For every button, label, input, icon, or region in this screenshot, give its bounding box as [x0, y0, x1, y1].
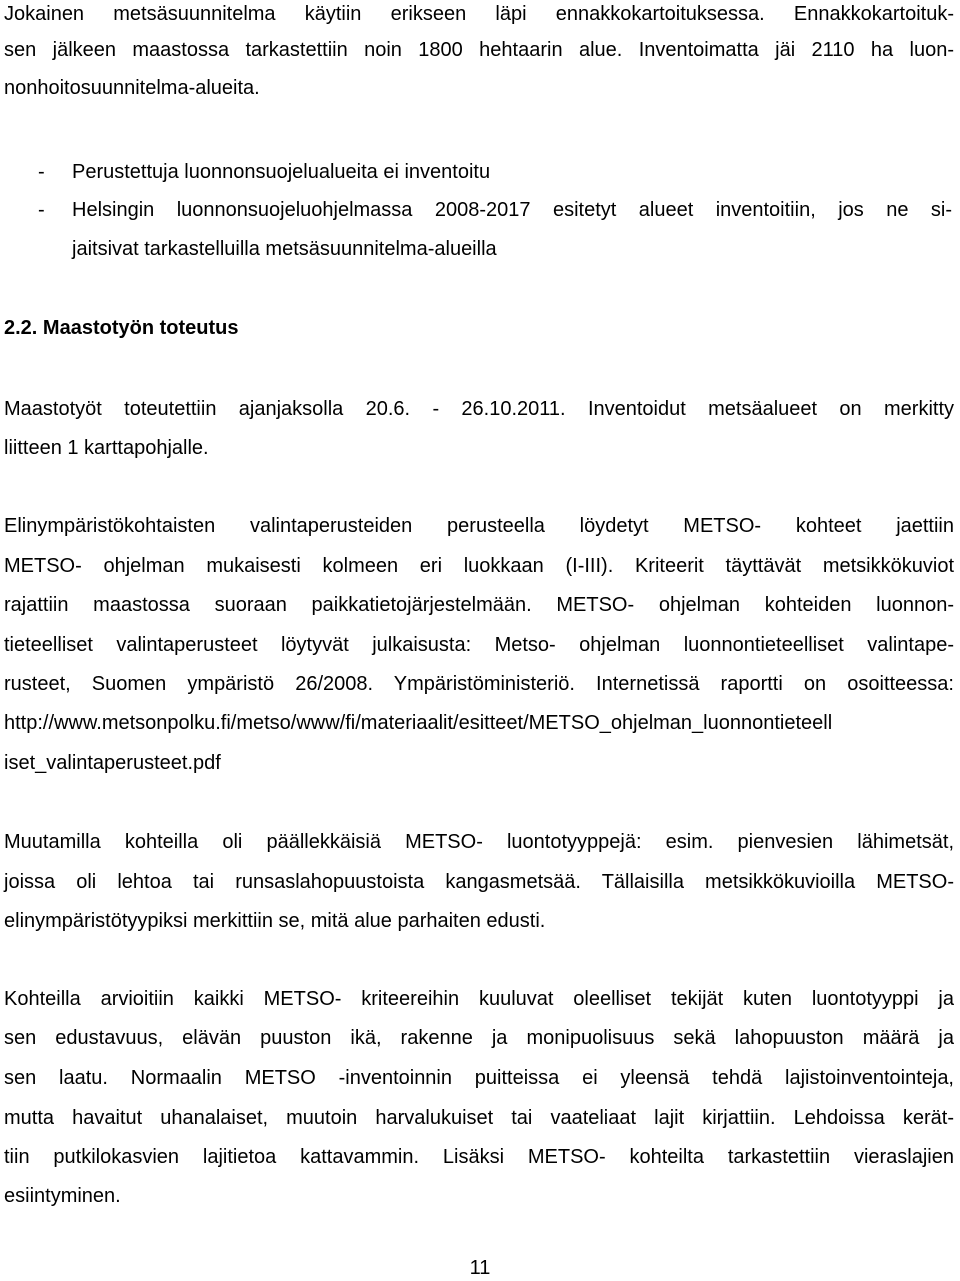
text-line: sen edustavuus, elävän puuston ikä, rakenne ja monipuolisuus sekä lahopuuston määrä ja	[4, 1027, 954, 1049]
text-line: METSO- ohjelman mukaisesti kolmeen eri luokkaan (I-III). Kriteerit täyttävät metsikkökuviot	[4, 555, 954, 577]
text-line: Maastotyöt toteutettiin ajanjaksolla 20.6. - 26.10.2011. Inventoidut metsäalueet on merkitty	[4, 398, 954, 420]
text-line: rusteet, Suomen ympäristö 26/2008. Ympäristöministeriö. Internetissä raportti on osoitteessa:	[4, 673, 954, 695]
text-line: sen jälkeen maastossa tarkastettiin noin 1800 hehtaarin alue. Inventoimatta jäi 2110 ha luon-	[4, 39, 954, 61]
list-item-text: jaitsivat tarkastelluilla metsäsuunnitelma-alueilla	[72, 238, 497, 260]
text-line: liitteen 1 karttapohjalle.	[4, 437, 209, 459]
text-line: joissa oli lehtoa tai runsaslahopuustoista kangasmetsää. Tällaisilla metsikkökuvioilla METSO-	[4, 871, 954, 893]
text-line: elinympäristötyypiksi merkittiin se, mitä alue parhaiten edusti.	[4, 910, 546, 932]
list-dash: -	[38, 199, 45, 221]
section-heading: 2.2. Maastotyön toteutus	[4, 317, 239, 339]
url-line: http://www.metsonpolku.fi/metso/www/fi/materiaalit/esitteet/METSO_ohjelman_luonnontieteell	[4, 712, 833, 734]
text-line: Muutamilla kohteilla oli päällekkäisiä METSO- luontotyyppejä: esim. pienvesien lähimetsät,	[4, 831, 954, 853]
list-item-text: Helsingin luonnonsuojeluohjelmassa 2008-2017 esitetyt alueet inventoitiin, jos ne si-	[72, 199, 952, 221]
text-line: tiin putkilokasvien lajitietoa kattavammin. Lisäksi METSO- kohteilta tarkastettiin vieraslajien	[4, 1146, 954, 1168]
text-line: mutta havaitut uhanalaiset, muutoin harvalukuiset tai vaateliaat lajit kirjattiin. Lehdoissa kerät-	[4, 1107, 954, 1129]
text-line: rajattiin maastossa suoraan paikkatietojärjestelmään. METSO- ohjelman kohteiden luonnon-	[4, 594, 954, 616]
text-line: Kohteilla arvioitiin kaikki METSO- kriteereihin kuuluvat oleelliset tekijät kuten luontotyyppi ja	[4, 988, 954, 1010]
text-line: nonhoitosuunnitelma-alueita.	[4, 77, 260, 99]
page-number: 11	[469, 1257, 491, 1279]
text-line: esiintyminen.	[4, 1185, 121, 1207]
url-line: iset_valintaperusteet.pdf	[4, 752, 221, 774]
text-line: Elinympäristökohtaisten valintaperusteiden perusteella löydetyt METSO- kohteet jaettiin	[4, 515, 954, 537]
text-line: Jokainen metsäsuunnitelma käytiin erikseen läpi ennakkokartoituksessa. Ennakkokartoituk-	[4, 3, 954, 25]
list-item-text: Perustettuja luonnonsuojelualueita ei inventoitu	[72, 161, 491, 183]
list-dash: -	[38, 161, 45, 183]
text-line: sen laatu. Normaalin METSO -inventoinnin puitteissa ei yleensä tehdä lajistoinventointeja,	[4, 1067, 954, 1089]
text-line: tieteelliset valintaperusteet löytyvät julkaisusta: Metso- ohjelman luonnontieteelliset valintape-	[4, 634, 954, 656]
